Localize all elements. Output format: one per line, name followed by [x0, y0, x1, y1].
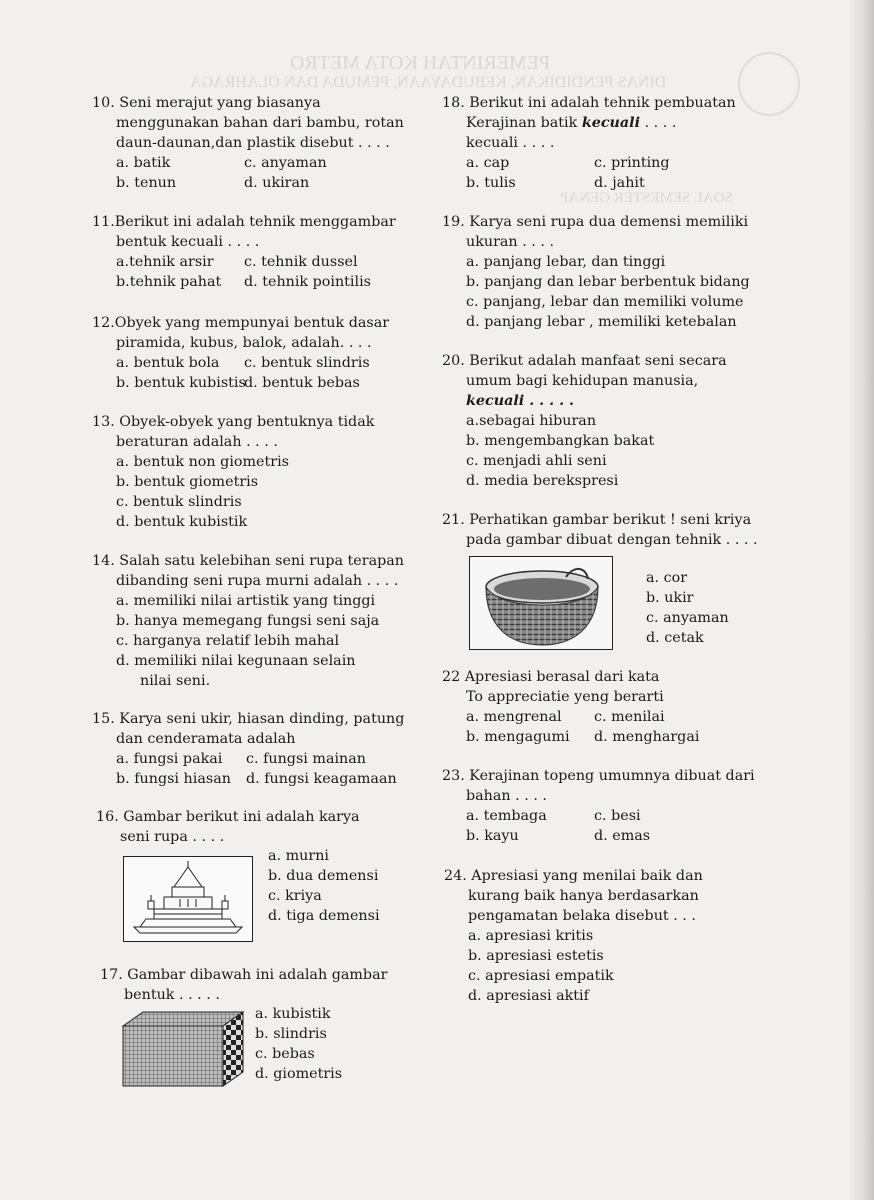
question-text: 14. Salah satu kelebihan seni rupa terapan	[92, 553, 405, 569]
option-d: d. panjang lebar , memiliki ketebalan	[466, 314, 737, 330]
question-text: 11.Berikut ini adalah tehnik menggambar	[92, 214, 396, 230]
option-a: a. murni	[268, 848, 329, 864]
question-16	[96, 807, 360, 847]
question-text: ukuran . . . .	[466, 234, 555, 250]
option-b: b. bentuk kubistis	[116, 375, 246, 391]
question-text: pengamatan belaka disebut . . .	[468, 908, 696, 924]
option-d: d. bentuk kubistik	[116, 514, 248, 530]
option-b: b. slindris	[255, 1026, 327, 1042]
question-text: beraturan adalah . . . .	[116, 434, 278, 450]
question-text: To appreciatie yeng berarti	[466, 689, 664, 705]
option-c: c. menilai	[594, 709, 665, 725]
question-text: 24. Apresiasi yang menilai baik dan	[444, 868, 703, 884]
option-b: b.tehnik pahat	[116, 274, 222, 290]
option-c: c. kriya	[268, 888, 322, 904]
question-text: kecuali . . . .	[466, 135, 555, 151]
question-text: 15. Karya seni ukir, hiasan dinding, patung	[92, 711, 405, 727]
option-a: a.sebagai hiburan	[466, 413, 597, 429]
page-edge-shadow	[848, 0, 874, 1200]
question-text: 17. Gambar dibawah ini adalah gambar	[100, 967, 388, 983]
option-a: a. apresiasi kritis	[468, 928, 594, 944]
option-b: b. bentuk giometris	[116, 474, 259, 490]
question-text: 21. Perhatikan gambar berikut ! seni kriya	[442, 512, 752, 528]
option-d: d. menghargai	[594, 729, 700, 745]
question-text: bentuk kecuali . . . .	[116, 234, 260, 250]
question-17-options	[255, 1004, 342, 1084]
emphasis-kecuali: kecuali	[581, 115, 641, 131]
bleed-through-seal	[738, 52, 800, 116]
option-a: a. kubistik	[255, 1006, 331, 1022]
option-d: d. memiliki nilai kegunaan selain	[116, 653, 356, 669]
option-b: b. mengembangkan bakat	[466, 433, 655, 449]
question-text: seni rupa . . . .	[120, 829, 225, 845]
question-16-options	[268, 846, 380, 926]
question-13	[92, 412, 374, 532]
bleed-through-title: PEMERINTAH KOTA METRO	[290, 52, 551, 74]
question-text: piramida, kubus, balok, adalah. . . .	[116, 335, 372, 351]
basket-image	[469, 556, 613, 650]
question-20	[442, 351, 727, 491]
question-text: 20. Berikut adalah manfaat seni secara	[442, 353, 727, 369]
cube-drawing	[121, 1010, 245, 1088]
option-c: c. anyaman	[244, 155, 327, 171]
question-text: bentuk . . . . .	[124, 987, 220, 1003]
option-d: d. fungsi keagamaan	[246, 771, 397, 787]
basket-drawing	[470, 557, 612, 649]
question-text: menggunakan bahan dari bambu, rotan	[116, 115, 404, 131]
question-text: 12.Obyek yang mempunyai bentuk dasar	[92, 315, 390, 331]
question-21	[442, 510, 758, 550]
temple-image	[123, 856, 253, 942]
question-text: umum bagi kehidupan manusia,	[466, 373, 699, 389]
question-text: 16. Gambar berikut ini adalah karya	[96, 809, 360, 825]
option-a: a.tehnik arsir	[116, 254, 214, 270]
option-d: d. giometris	[255, 1066, 343, 1082]
question-text: Kerajinan batik	[466, 115, 582, 131]
option-a: a. mengrenal	[466, 709, 562, 725]
option-d: d. apresiasi aktif	[468, 988, 589, 1004]
question-text: . . . .	[640, 115, 677, 131]
option-c: c. fungsi mainan	[246, 751, 367, 767]
option-b: b. tenun	[116, 175, 177, 191]
emphasis-kecuali: kecuali . . . . .	[466, 393, 575, 409]
option-c: c. bentuk slindris	[244, 355, 370, 371]
option-c: c. apresiasi empatik	[468, 968, 614, 984]
question-text: 10. Seni merajut yang biasanya	[92, 95, 321, 111]
option-a: a. tembaga	[466, 808, 547, 824]
option-c: c. bebas	[255, 1046, 315, 1062]
option-c: c. panjang, lebar dan memiliki volume	[466, 294, 744, 310]
option-a: a. cor	[646, 570, 688, 586]
option-c: c. menjadi ahli seni	[466, 453, 607, 469]
option-a: a. bentuk bola	[116, 355, 220, 371]
option-d: d. tehnik pointilis	[244, 274, 371, 290]
bleed-through-heading: SOAL SEMESTER GENAP	[560, 190, 733, 206]
option-a: a. bentuk non giometris	[116, 454, 290, 470]
question-text: 22 Apresiasi berasal dari kata	[442, 669, 660, 685]
question-text: kurang baik hanya berdasarkan	[468, 888, 699, 904]
option-c: c. anyaman	[646, 610, 729, 626]
question-11	[92, 212, 396, 292]
option-c: c. harganya relatif lebih mahal	[116, 633, 340, 649]
option-d: d. bentuk bebas	[244, 375, 360, 391]
question-17	[100, 965, 387, 1005]
question-text: daun-daunan,dan plastik disebut . . . .	[116, 135, 390, 151]
question-22	[442, 667, 699, 747]
option-b: b. tulis	[466, 175, 516, 191]
option-b: b. apresiasi estetis	[468, 948, 604, 964]
bleed-through-subtitle: DINAS PENDIDIKAN, KEBUDAYAAN, PEMUDA DAN OLAHRAGA	[190, 74, 667, 91]
option-b: b. kayu	[466, 828, 519, 844]
option-d: d. ukiran	[244, 175, 310, 191]
question-24	[444, 866, 703, 1006]
question-14	[92, 551, 404, 691]
option-a: a. memiliki nilai artistik yang tinggi	[116, 593, 376, 609]
question-text: dan cenderamata adalah	[116, 731, 296, 747]
cube-image	[121, 1010, 245, 1088]
option-b: b. dua demensi	[268, 868, 379, 884]
option-d-continued: nilai seni.	[140, 673, 211, 689]
option-a: a. fungsi pakai	[116, 751, 223, 767]
option-d: d. jahit	[594, 175, 645, 191]
option-b: b. ukir	[646, 590, 694, 606]
option-b: b. mengagumi	[466, 729, 570, 745]
option-a: a. cap	[466, 155, 510, 171]
option-c: c. bentuk slindris	[116, 494, 242, 510]
question-21-options	[646, 568, 729, 648]
option-d: d. cetak	[646, 630, 704, 646]
question-19	[442, 212, 750, 332]
option-c: c. printing	[594, 155, 670, 171]
option-c: c. besi	[594, 808, 641, 824]
temple-drawing	[124, 857, 252, 941]
question-10	[92, 93, 404, 193]
option-d: d. emas	[594, 828, 651, 844]
question-text: 19. Karya seni rupa dua demensi memiliki	[442, 214, 749, 230]
question-text: 18. Berikut ini adalah tehnik pembuatan	[442, 95, 736, 111]
option-b: b. hanya memegang fungsi seni saja	[116, 613, 380, 629]
option-d: d. tiga demensi	[268, 908, 380, 924]
question-text: 23. Kerajinan topeng umumnya dibuat dari	[442, 768, 755, 784]
question-text: pada gambar dibuat dengan tehnik . . . .	[466, 532, 758, 548]
option-b: b. panjang dan lebar berbentuk bidang	[466, 274, 750, 290]
option-a: a. panjang lebar, dan tinggi	[466, 254, 666, 270]
option-d: d. media berekspresi	[466, 473, 619, 489]
question-text: bahan . . . .	[466, 788, 547, 804]
question-text: dibanding seni rupa murni adalah . . . .	[116, 573, 399, 589]
option-c: c. tehnik dussel	[244, 254, 358, 270]
question-text: 13. Obyek-obyek yang bentuknya tidak	[92, 414, 375, 430]
question-12	[92, 313, 389, 393]
question-15	[92, 709, 404, 789]
option-a: a. batik	[116, 155, 171, 171]
question-23	[442, 766, 755, 846]
question-18	[442, 93, 736, 193]
option-b: b. fungsi hiasan	[116, 771, 231, 787]
